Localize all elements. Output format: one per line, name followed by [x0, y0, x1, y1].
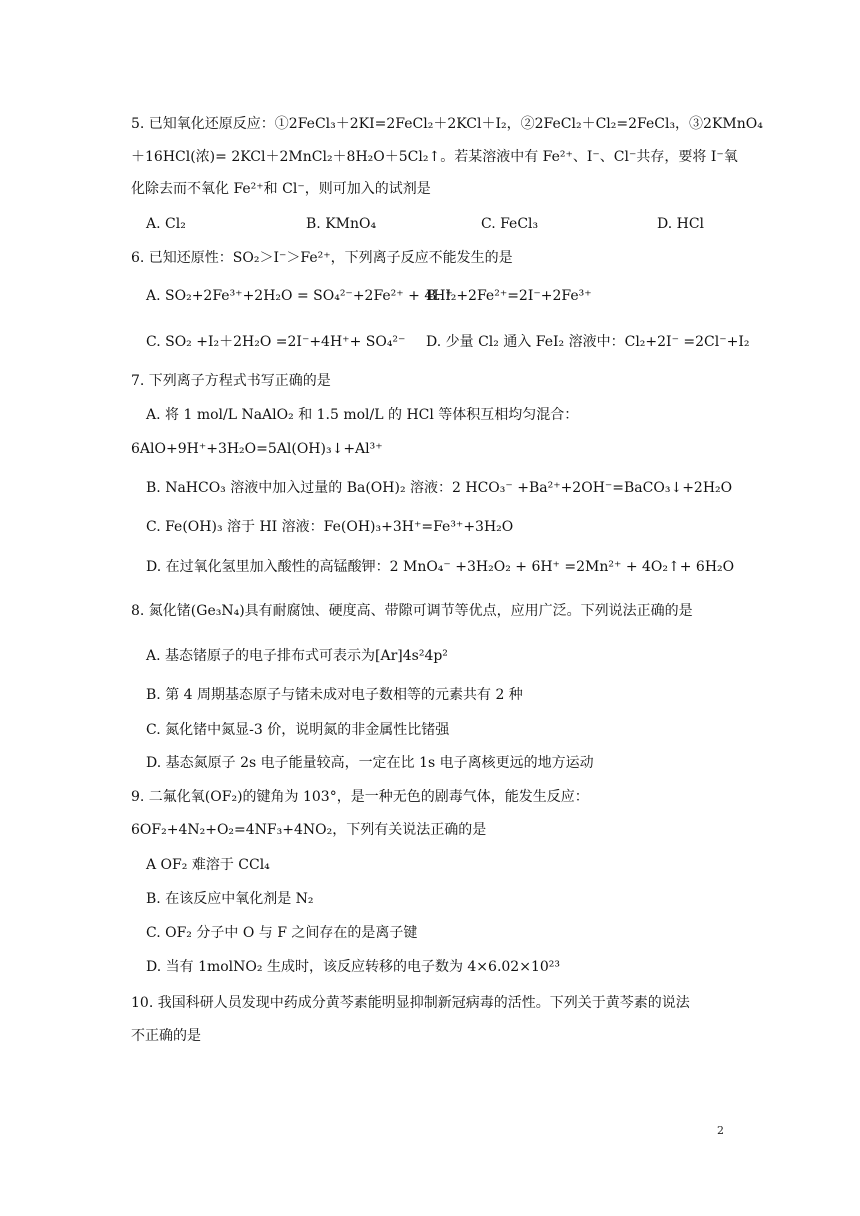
q5-stem-line-3: 化除去而不氧化 Fe²⁺和 Cl⁻，则可加入的试剂是 [131, 181, 431, 197]
q8-stem: 8. 氮化锗(Ge₃N₄)具有耐腐蚀、硬度高、带隙可调节等优点，应用广泛。下列说法正确的是 [131, 603, 693, 619]
q10-stem-line-1: 10. 我国科研人员发现中药成分黄芩素能明显抑制新冠病毒的活性。下列关于黄芩素的说法 [131, 995, 690, 1011]
q5-stem-line-2: ＋16HCl(浓)= 2KCl＋2MnCl₂＋8H₂O＋5Cl₂↑。若某溶液中有 Fe²⁺、I⁻、Cl⁻共存，要将 I⁻氧 [131, 149, 738, 165]
q9-stem-line-1: 9. 二氟化氧(OF₂)的键角为 103°，是一种无色的剧毒气体，能发生反应： [131, 789, 589, 805]
q9-stem-line-2: 6OF₂+4N₂+O₂=4NF₃+4NO₂，下列有关说法正确的是 [131, 822, 487, 838]
q8-option-c: C. 氮化锗中氮显-3 价，说明氮的非金属性比锗强 [146, 722, 450, 738]
q5-stem-line-1: 5. 已知氧化还原反应：①2FeCl₃＋2KI=2FeCl₂＋2KCl＋I₂，②2FeCl₂＋Cl₂=2FeCl₃，③2KMnO₄ [131, 116, 763, 132]
q7-stem: 7. 下列离子方程式书写正确的是 [131, 373, 331, 389]
q5-option-b: B. KMnO₄ [306, 216, 377, 232]
q5-option-d: D. HCl [657, 216, 705, 232]
q7-option-a-line-2: 6AlO+9H⁺+3H₂O=5Al(OH)₃↓+Al³⁺ [131, 441, 383, 457]
q6-option-c: C. SO₂ +I₂＋2H₂O =2I⁻+4H⁺+ SO₄²⁻ [146, 334, 406, 350]
q7-option-a-line-1: A. 将 1 mol/L NaAlO₂ 和 1.5 mol/L 的 HCl 等体积互相均匀混合： [146, 407, 579, 423]
q6-stem: 6. 已知还原性：SO₂＞I⁻＞Fe²⁺，下列离子反应不能发生的是 [131, 250, 513, 266]
q5-option-c: C. FeCl₃ [481, 216, 539, 232]
q9-option-b: B. 在该反应中氧化剂是 N₂ [146, 891, 314, 907]
q5-option-a: A. Cl₂ [146, 216, 186, 232]
q8-option-d: D. 基态氮原子 2s 电子能量较高，一定在比 1s 电子离核更远的地方运动 [146, 755, 594, 771]
q6-option-b: B. I₂+2Fe²⁺=2I⁻+2Fe³⁺ [426, 288, 592, 304]
q9-option-d: D. 当有 1molNO₂ 生成时，该反应转移的电子数为 4×6.02×10²³ [146, 959, 560, 975]
q8-option-b: B. 第 4 周期基态原子与锗未成对电子数相等的元素共有 2 种 [146, 687, 523, 703]
q10-stem-line-2: 不正确的是 [131, 1028, 201, 1044]
q7-option-b: B. NaHCO₃ 溶液中加入过量的 Ba(OH)₂ 溶液：2 HCO₃⁻ +Ba²⁺+2OH⁻=BaCO₃↓+2H₂O [146, 480, 733, 496]
q8-option-a: A. 基态锗原子的电子排布式可表示为[Ar]4s²4p² [146, 648, 448, 664]
page-number: 2 [717, 1124, 724, 1137]
q7-option-d: D. 在过氧化氢里加入酸性的高锰酸钾：2 MnO₄⁻ +3H₂O₂ + 6H⁺ =2Mn²⁺ + 4O₂↑+ 6H₂O [146, 559, 735, 575]
q7-option-c: C. Fe(OH)₃ 溶于 HI 溶液：Fe(OH)₃+3H⁺=Fe³⁺+3H₂O [146, 519, 514, 535]
q9-option-c: C. OF₂ 分子中 O 与 F 之间存在的是离子键 [146, 925, 418, 941]
q9-option-a: A OF₂ 难溶于 CCl₄ [146, 857, 270, 873]
q6-option-d: D. 少量 Cl₂ 通入 FeI₂ 溶液中：Cl₂+2I⁻ =2Cl⁻+I₂ [426, 334, 750, 350]
q6-option-a: A. SO₂+2Fe³⁺+2H₂O = SO₄²⁻+2Fe²⁺ + 4H⁺ [146, 288, 453, 304]
